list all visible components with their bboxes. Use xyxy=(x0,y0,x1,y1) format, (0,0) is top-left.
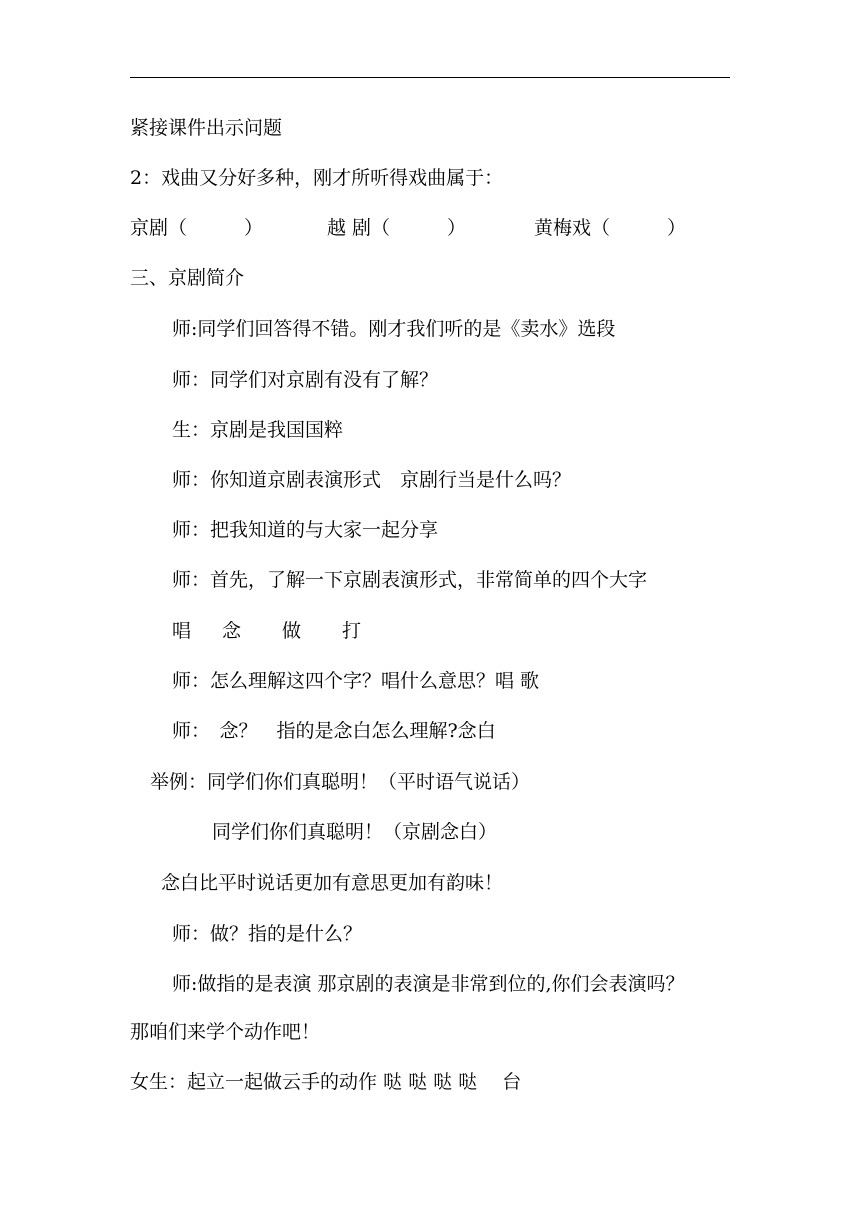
line-teacher-6: 师：怎么理解这四个字？唱什么意思？唱 歌 xyxy=(172,670,540,692)
header-rule xyxy=(130,77,730,78)
opera-option-jingju: 京剧（ ） xyxy=(130,217,264,239)
line-teacher-7: 师： 念？ 指的是念白怎么理解?念白 xyxy=(172,720,496,742)
opera-option-yueju: 越 剧（ ） xyxy=(327,217,467,239)
line-teacher-1: 师:同学们回答得不错。刚才我们听的是《卖水》选段 xyxy=(172,318,616,340)
line-teacher-5: 师：首先，了解一下京剧表演形式，非常简单的四个大字 xyxy=(172,569,648,591)
line-teacher-8: 师：做？指的是什么？ xyxy=(172,923,363,945)
line-question-2: 2：戏曲又分好多种，刚才所听得戏曲属于： xyxy=(130,167,504,189)
line-teacher-2: 师：同学们对京剧有没有了解？ xyxy=(172,369,439,391)
section-heading: 三、京剧简介 xyxy=(130,267,245,289)
line-girls-action: 女生：起立一起做云手的动作 哒 哒 哒 哒 台 xyxy=(130,1071,522,1093)
line-student-1: 生：京剧是我国国粹 xyxy=(172,419,344,441)
opera-option-huangmeixi: 黄梅戏（ ） xyxy=(534,217,687,239)
line-example-2: 同学们你们真聪明！（京剧念白） xyxy=(212,821,498,843)
four-char-zuo: 做 xyxy=(282,620,302,642)
four-char-nian: 念 xyxy=(222,620,242,642)
four-char-chang: 唱 xyxy=(172,620,192,642)
four-char-da: 打 xyxy=(342,620,362,642)
line-teacher-9: 师:做指的是表演 那京剧的表演是非常到位的,你们会表演吗？ xyxy=(172,973,685,995)
line-teacher-4: 师：把我知道的与大家一起分享 xyxy=(172,519,439,541)
line-example-1: 举例：同学们你们真聪明！（平时语气说话） xyxy=(150,771,531,793)
line-teacher-9-cont: 那咱们来学个动作吧！ xyxy=(130,1021,321,1043)
line-intro: 紧接课件出示问题 xyxy=(130,117,283,139)
line-teacher-3: 师：你知道京剧表演形式 京剧行当是什么吗？ xyxy=(172,469,572,491)
line-nianbai-note: 念白比平时说话更加有意思更加有韵味！ xyxy=(161,872,504,894)
